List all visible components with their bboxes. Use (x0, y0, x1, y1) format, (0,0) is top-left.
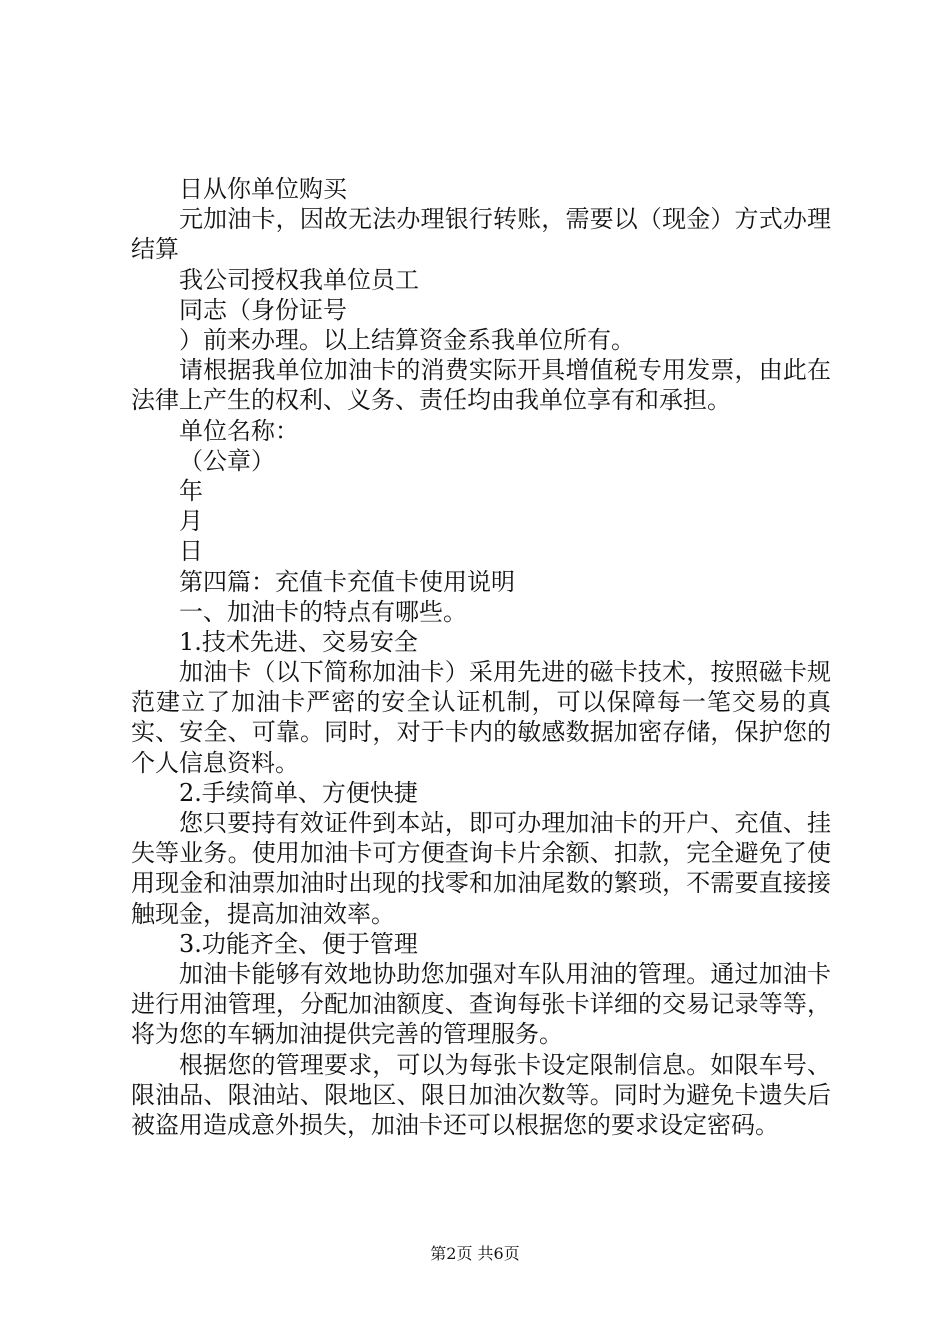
text-line: 月 (179, 507, 203, 536)
text-paragraph: 根据您的管理要求，可以为每张卡设定限制信息。如限车号、限油品、限油站、限地区、限日加油次数等。同时为避免卡遗失后被盗用造成意外损失，加油卡还可以根据您的要求设定密码。 (131, 1050, 831, 1140)
page-footer: 第2页 共6页 (430, 1244, 520, 1263)
text-line: （公章） (179, 446, 275, 475)
text-paragraph: 请根据我单位加油卡的消费实际开具增值税专用发票，由此在法律上产生的权利、义务、责任均由我单位享有和承担。 (131, 356, 831, 415)
item-heading: 1.技术先进、交易安全 (179, 627, 418, 656)
text-line: 同志（身份证号 (179, 295, 347, 324)
text-line: ）前来办理。以上结算资金系我单位所有。 (179, 325, 635, 354)
text-line: 日 (179, 537, 203, 566)
text-line: 日从你单位购买 (179, 175, 347, 203)
text-paragraph: 加油卡（以下简称加油卡）采用先进的磁卡技术，按照磁卡规范建立了加油卡严密的安全认证机制，可以保障每一笔交易的真实、安全、可靠。同时，对于卡内的敏感数据加密存储，保护您的个人信息资料。 (131, 658, 831, 777)
text-line: 年 (179, 476, 203, 505)
text-paragraph: 您只要持有效证件到本站，即可办理加油卡的开户、充值、挂失等业务。使用加油卡可方便查询卡片余额、扣款，完全避免了使用现金和油票加油时出现的找零和加油尾数的繁琐，不需要直接接触现金，提高加油效率。 (131, 809, 831, 928)
subsection-heading: 一、加油卡的特点有哪些。 (179, 597, 467, 626)
item-heading: 3.功能齐全、便于管理 (179, 929, 418, 958)
item-heading: 2.手续简单、方便快捷 (179, 778, 418, 807)
section-heading: 第四篇：充值卡充值卡使用说明 (179, 567, 515, 596)
text-line: 单位名称： (179, 416, 299, 445)
text-paragraph: 加油卡能够有效地协助您加强对车队用油的管理。通过加油卡进行用油管理，分配加油额度、查询每张卡详细的交易记录等等，将为您的车辆加油提供完善的管理服务。 (131, 960, 831, 1049)
text-paragraph: 元加油卡，因故无法办理银行转账，需要以（现金）方式办理结算 (131, 205, 831, 264)
text-line: 我公司授权我单位员工 (179, 265, 419, 294)
document-body (131, 174, 831, 1140)
